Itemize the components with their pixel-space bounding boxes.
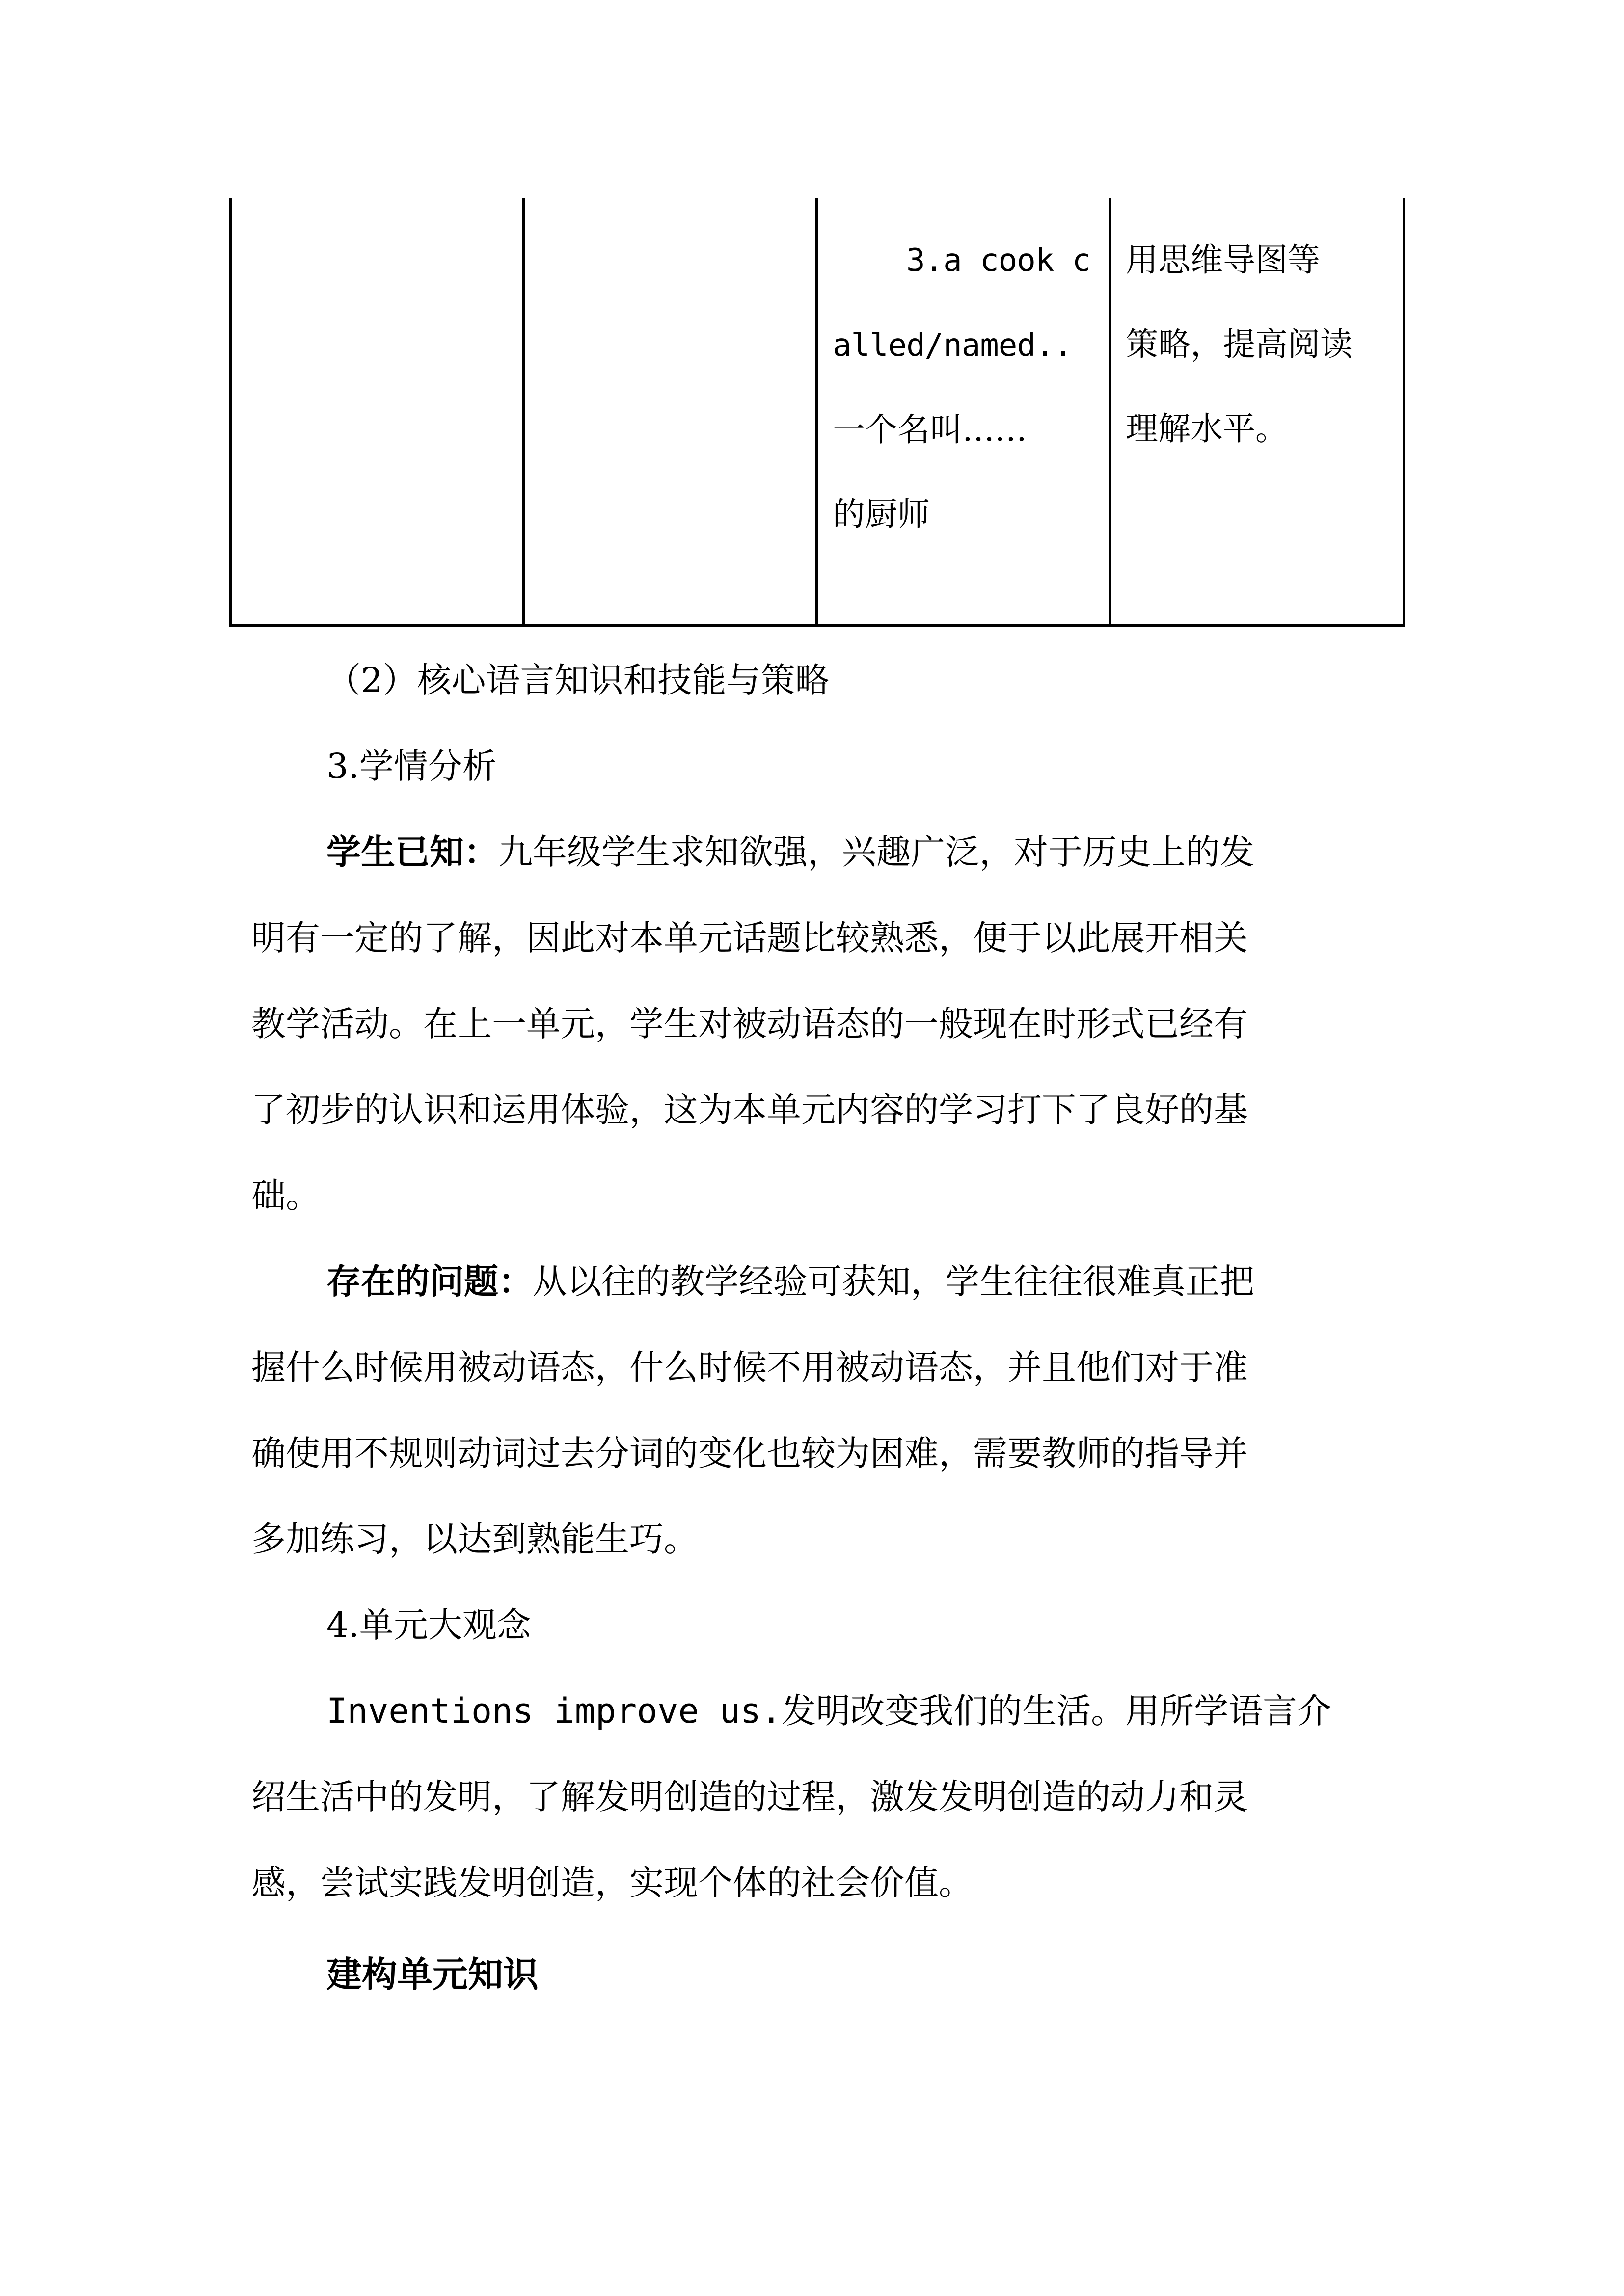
big-idea-english: Inventions improve us. [326,1691,782,1731]
vocab-line-3: 一个名叫…… [833,411,1027,449]
problem-para-line-3: 确使用不规则动词过去分词的变化也较为困难，需要教师的指导并 [251,1433,1248,1473]
vocab-line-4: 的厨师 [833,495,930,533]
vocab-line-2: alled/named.. [833,327,1072,364]
big-idea-line-1: Inventions improve us.发明改变我们的生活。用所学语言介 [326,1691,1332,1731]
lesson-table-fragment [229,198,1405,627]
known-label: 学生已知： [326,832,498,872]
known-para-line-3: 教学活动。在上一单元，学生对被动语态的一般现在时形式已经有 [251,1004,1248,1044]
section-3-title: 3.学情分析 [326,746,497,786]
problem-para-line-1: 存在的问题：从以往的教学经验可获知，学生往往很难真正把 [326,1261,1254,1302]
known-para-line-1: 学生已知：九年级学生求知欲强，兴趣广泛，对于历史上的发 [326,832,1254,872]
section-core-heading: （2）核心语言知识和技能与策略 [326,660,830,700]
problem-para-line-2: 握什么时候用被动语态，什么时候不用被动语态，并且他们对于准 [251,1347,1248,1388]
big-idea-line-2: 绍生活中的发明，了解发明创造的过程，激发发明创造的动力和灵 [251,1777,1248,1817]
problem-label: 存在的问题： [326,1261,533,1302]
table-cell-3 [817,198,1110,626]
table-cell-4 [1110,198,1404,626]
strategy-line-2: 策略，提高阅读 [1126,325,1353,363]
known-para-line-5: 础。 [251,1175,320,1216]
known-para-line-4: 了初步的认识和运用体验，这为本单元内容的学习打下了良好的基 [251,1090,1248,1130]
table-cell-1 [231,198,524,626]
big-idea-line-3: 感，尝试实践发明创造，实现个体的社会价值。 [251,1863,973,1903]
vocab-line-1: 3.a cook c [906,242,1091,279]
strategy-line-1: 用思维导图等 [1126,241,1320,279]
section-4-title: 4.单元大观念 [326,1605,531,1645]
cell-vocab-text [818,198,1109,557]
cell-strategy-text [1111,198,1403,471]
table-cell-2 [524,198,817,626]
strategy-line-3: 理解水平。 [1126,410,1288,448]
build-knowledge-heading: 建构单元知识 [326,1954,539,1995]
known-para-line-2: 明有一定的了解，因此对本单元话题比较熟悉，便于以此展开相关 [251,918,1248,958]
problem-para-line-4: 多加练习，以达到熟能生巧。 [251,1519,698,1559]
